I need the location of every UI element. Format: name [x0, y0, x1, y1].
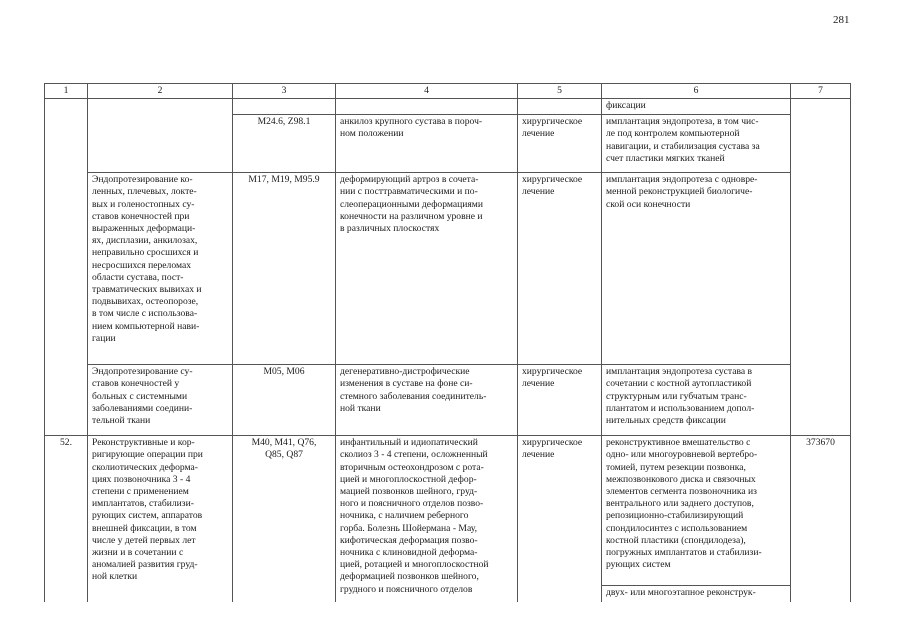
row-number-cell: 52.: [45, 436, 88, 602]
cell-icd-codes: [233, 99, 336, 115]
table-header-row: [45, 84, 851, 99]
header-cell: 7: [791, 84, 851, 99]
cell-treatment-type: хирургическое лечение: [518, 115, 602, 173]
cell-method: фиксации: [602, 99, 791, 115]
page-number: 281: [833, 14, 850, 26]
cell-treatment-type: хирургическое лечение: [518, 436, 602, 602]
table-row: [45, 436, 851, 586]
cell-method: двух- или многоэтапное реконструк-: [602, 586, 791, 602]
cell-method: реконструктивное вмешательство с одно- или многоуровневой вертебро- томией, путем резекции позвонка, межпозвонкового диска и связочных элементов сегмента позвоночника из вентрального или заднего доступов, репозиционно-стабилизирующий спондилосинтез с использованием костной пластики (спондилодеза), погружных имплантатов и стабилизи- рующих систем: [602, 436, 791, 586]
table-row: [45, 173, 851, 365]
table-row: [45, 365, 851, 436]
header-cell: 3: [233, 84, 336, 99]
cell-icd-codes: M05, M06: [233, 365, 336, 436]
cell-diagnosis: анкилоз крупного сустава в пороч- ном положении: [336, 115, 518, 173]
cell-icd-codes: M17, M19, M95.9: [233, 173, 336, 365]
cell-procedure-group: Эндопротезирование су- ставов конечностей у больных с системными заболеваниями соедини- тельной ткани: [88, 365, 233, 436]
header-cell: 5: [518, 84, 602, 99]
procedures-table: [44, 83, 851, 602]
cell-procedure-group: Эндопротезирование ко- ленных, плечевых, локте- вых и голеностопных су- ставов конечностей при выраженных деформаци- ях, дисплазии, анкилозах, неправильно сросшихся и несросшихся переломах области сустава, пост- травматических вывихах и подвывихах, остеопорозе, в том числе с использова- нием компьютерной нави- гации: [88, 173, 233, 365]
cell-icd-codes: M24.6, Z98.1: [233, 115, 336, 173]
cell-method: имплантация эндопротеза с одновре- менной реконструкцией биологиче- ской оси конечности: [602, 173, 791, 365]
cell-treatment-type: [518, 99, 602, 115]
cell-procedure-group: [88, 99, 233, 173]
header-cell: 6: [602, 84, 791, 99]
cell-treatment-type: хирургическое лечение: [518, 365, 602, 436]
cell-diagnosis: дегенеративно-дистрофические изменения в суставе на фоне си- стемного заболевания соединитель- ной ткани: [336, 365, 518, 436]
cell-procedure-group: Реконструктивные и кор- ригирующие операции при сколиотических деформа- циях позвоночника 3 - 4 степени с применением имплантатов, стабилизи- рующих систем, аппаратов внешней фиксации, в том числе у детей первых лет жизни и в сочетании с аномалией развития груд- ной клетки: [88, 436, 233, 602]
cell-diagnosis: деформирующий артроз в сочета- нии с посттравматическими и по- слеоперационными деформациями конечности на различном уровне и в различных плоскостях: [336, 173, 518, 365]
header-cell: 4: [336, 84, 518, 99]
table-row: [45, 99, 851, 115]
row-number-cell: [45, 99, 88, 436]
cell-method: имплантация эндопротеза, в том чис- ле под контролем компьютерной навигации, и стабилизация сустава за счет пластики мягких тканей: [602, 115, 791, 173]
cell-diagnosis: инфантильный и идиопатический сколиоз 3 - 4 степени, осложненный вторичным остеохондрозом с рота- цией и многоплоскостной дефор- мацией позвонков шейного, груд- ного и поясничного отделов позво- ночника, с наличием реберного горба. Болезнь Шойермана - Мау, кифотическая деформация позво- ночника с клиновидной деформа- цией, ротацией и многоплоскостной деформацией позвонков шейного, грудного и поясничного отделов: [336, 436, 518, 602]
cell-treatment-type: хирургическое лечение: [518, 173, 602, 365]
cell-cost: 373670: [791, 436, 851, 602]
cell-diagnosis: [336, 99, 518, 115]
cell-icd-codes: M40, M41, Q76, Q85, Q87: [233, 436, 336, 602]
header-cell: 2: [88, 84, 233, 99]
cell-method: имплантация эндопротеза сустава в сочетании с костной аутопластикой структурным или губчатым транс- плантатом и использованием допол- нительных средств фиксации: [602, 365, 791, 436]
cell-cost: [791, 99, 851, 436]
header-cell: 1: [45, 84, 88, 99]
